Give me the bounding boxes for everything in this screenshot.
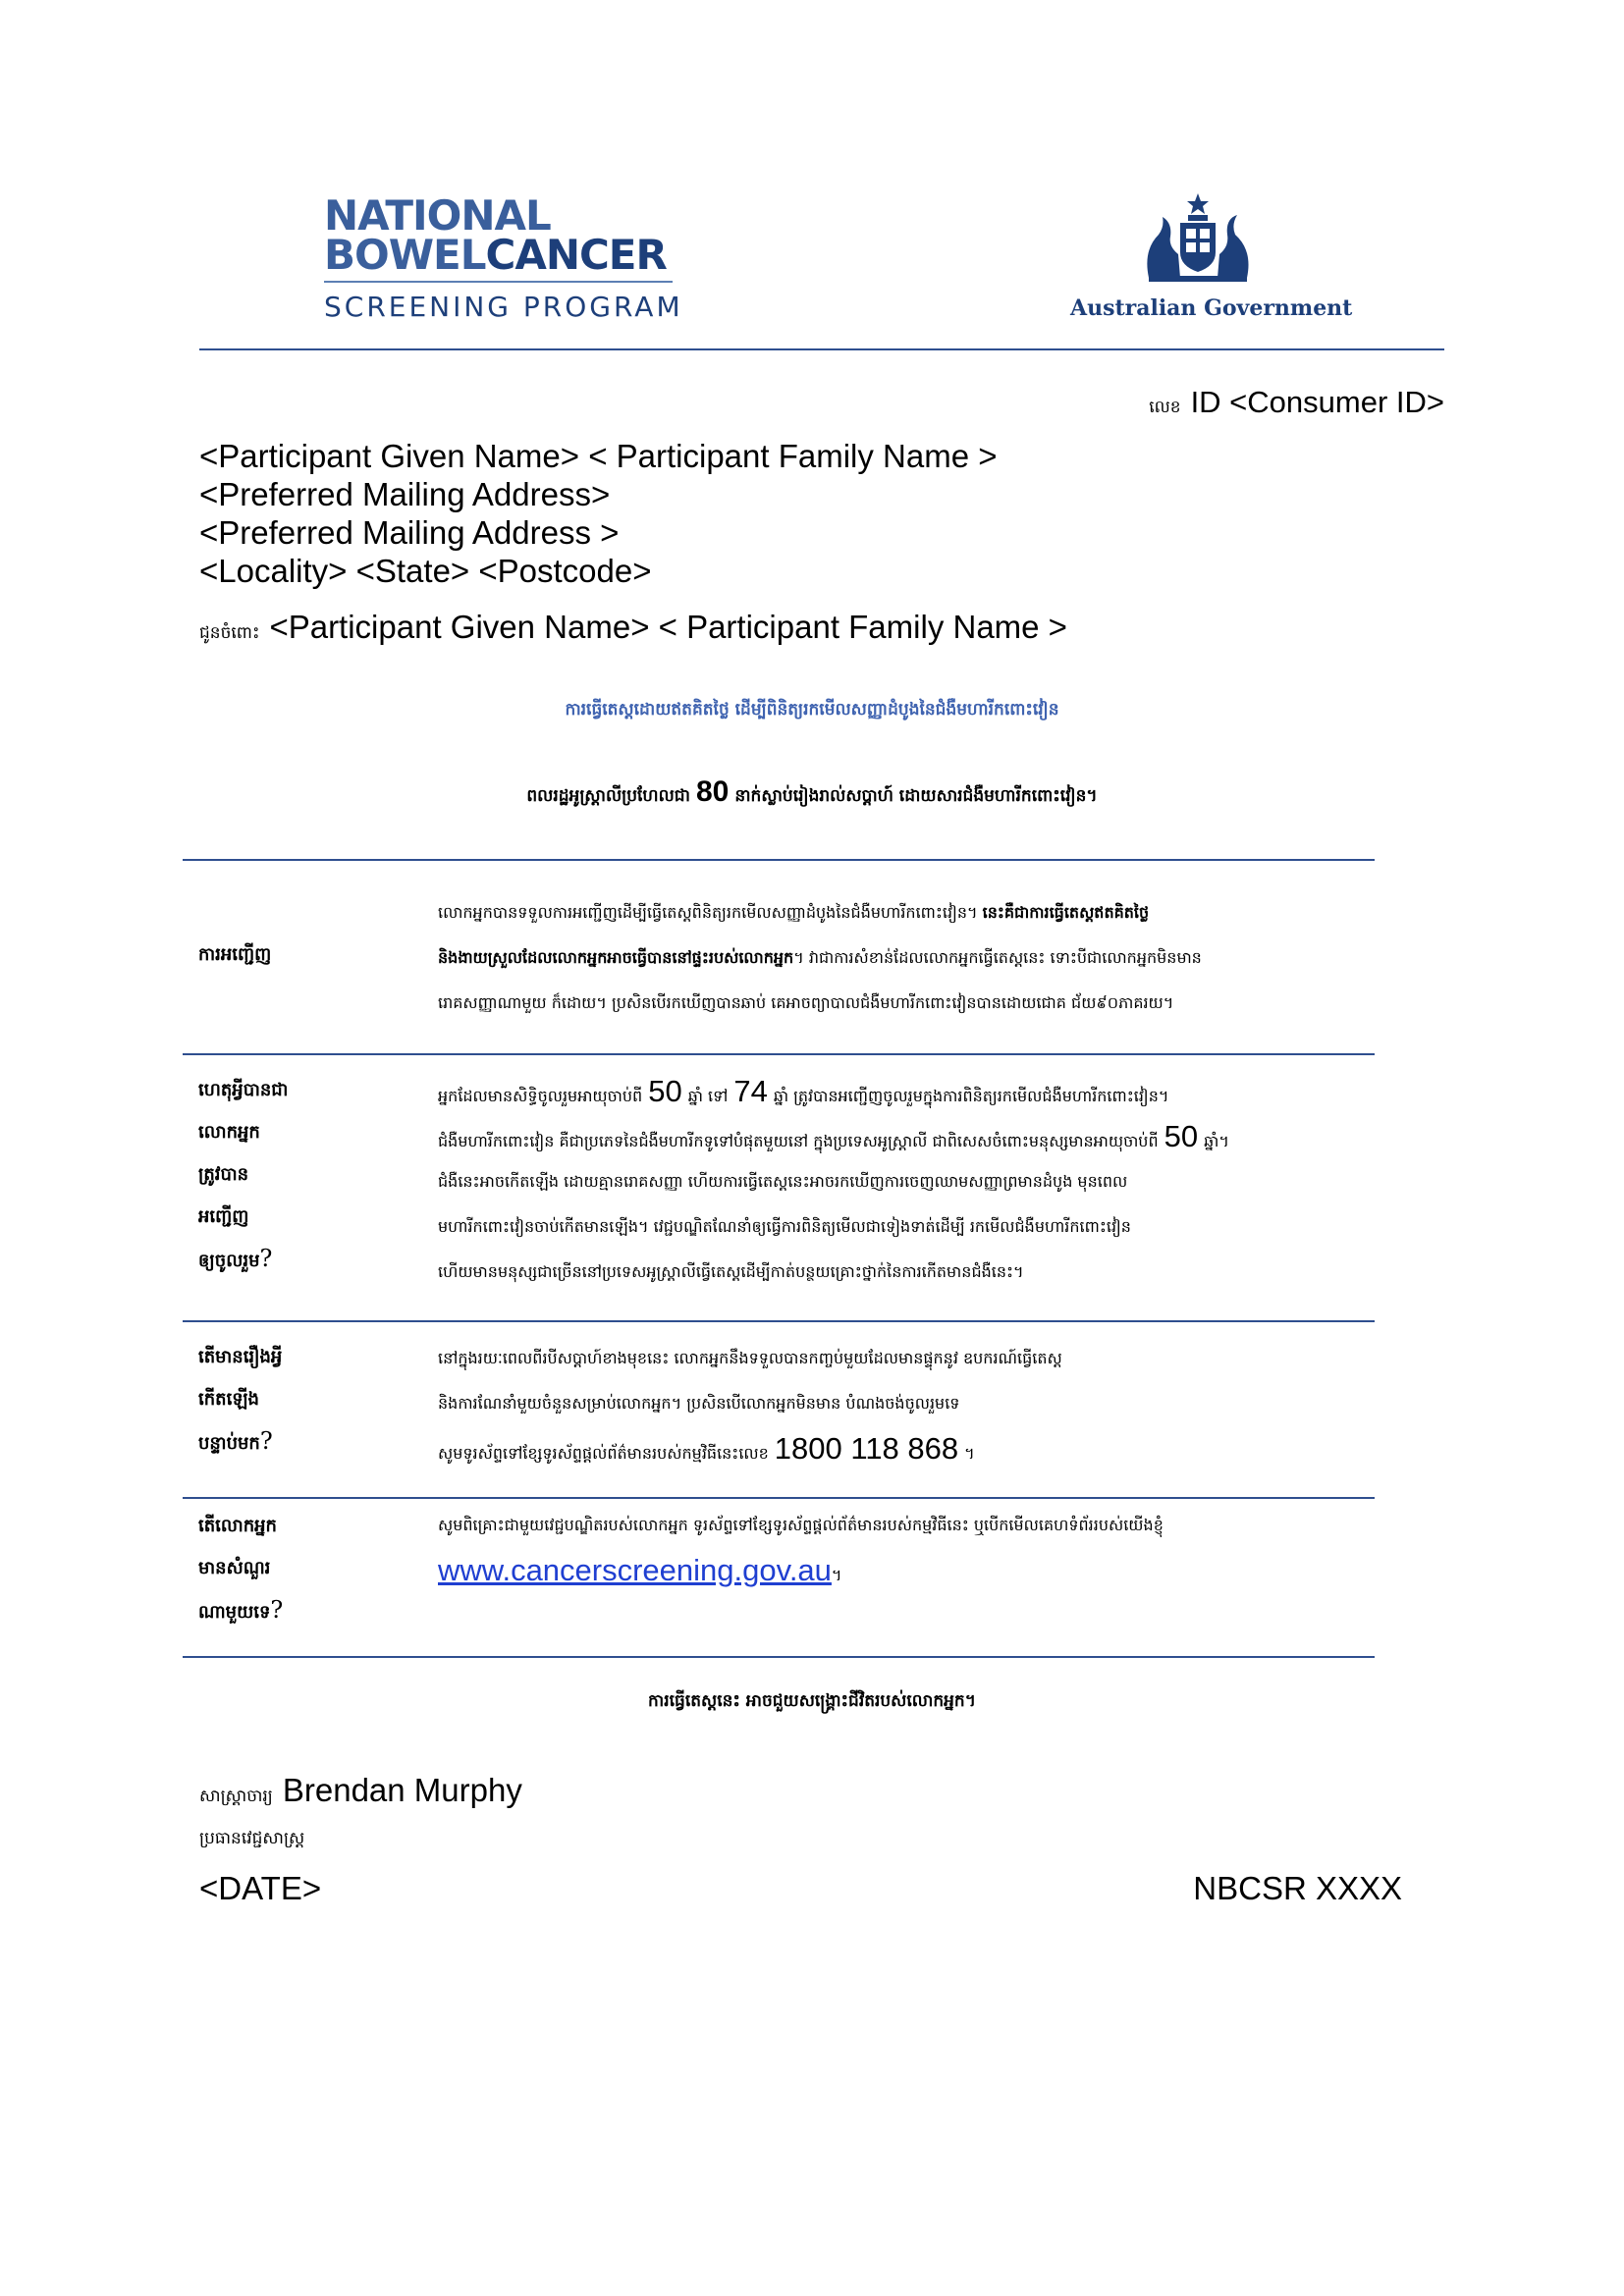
row-label-text: បន្ទាប់មក [198,1433,260,1454]
row-label [183,861,438,1053]
body-text: ។ វាជាការសំខាន់ដែលលោកអ្នកធ្វើតេស្តនេះ ទោះបីជាលោកអ្នកមិនមាន [793,948,1202,967]
row-label-line: តើលោកអ្នក [198,1516,277,1536]
body-line: ហើយមានមនុស្សជាច្រើននៅប្រទេសអូស្ត្រាលីធ្វើតេស្តដើម្បីកាត់បន្ថយគ្រោះថ្នាក់នៃការកើតមានជំងឺនេះ។ [438,1262,1024,1281]
row-label [183,1322,438,1497]
salutation-name: <Participant Given Name> < Participant Family Name > [269,609,1067,645]
body-line [438,890,1375,935]
row-label [183,1499,438,1656]
header-divider [199,348,1444,350]
body-line: និងការណែនាំមួយចំនួនសម្រាប់លោកអ្នក។ ប្រសិនបើលោកអ្នកមិនមាន បំណងចង់ចូលរួមទេ [438,1394,960,1413]
row-label-qmark: ? [259,1245,273,1272]
address-line: <Preferred Mailing Address > [199,514,620,551]
headline-number: 80 [695,775,730,808]
info-line-phone: 1800 118 868 [774,1431,959,1466]
letter-reference: NBCSR XXXX [1193,1870,1402,1906]
body-text: ឆ្នាំ ទៅ [687,1087,729,1105]
headline-after: នាក់ស្លាប់រៀងរាល់សប្តាហ៍ ដោយសារជំងឺមហារីកពោះវៀន។ [734,786,1098,806]
signature-prefix: សាស្ត្រាចារ្យ [199,1787,273,1806]
letter-headline [0,775,1624,810]
program-logo-line3: SCREENING PROGRAM [324,291,683,323]
footer-message: ការធ្វើតេស្តនេះ អាចជួយសង្គ្រោះជីវិតរបស់លោកអ្នក។ [648,1691,976,1711]
row-body [438,1055,1375,1320]
body-line [438,1114,1375,1159]
row-label-line [198,1589,438,1631]
age-from: 50 [648,1074,682,1108]
table-row-questions [183,1497,1375,1658]
age-risk: 50 [1164,1119,1199,1153]
info-table [183,859,1375,1658]
body-line: នៅក្នុងរយៈពេលពីរបីសប្តាហ៍ខាងមុខនេះ លោកអ្នកនឹងទទួលបានកញ្ចប់មួយដែលមានផ្ទុកនូវ ឧបករណ៍ធ្វើតេស្ត [438,1349,1062,1367]
coat-of-arms-icon [1129,191,1267,290]
body-line: រោគសញ្ញាណាមួយ ក៏ដោយ។ ប្រសិនបើរកឃើញបានឆាប់ គេអាចព្យាបាលជំងឺមហារីកពោះវៀនបានដោយជោគ ជ័យ៩០ភាគរយ។ [438,993,1174,1012]
salutation [199,609,1067,647]
row-label-line: ត្រូវបាន [198,1164,249,1185]
government-logo-text: Australian Government [1070,295,1353,321]
body-text: លោកអ្នកបានទទួលការអញ្ជើញដើម្បីធ្វើតេស្តពិនិត្យរកមើលសញ្ញាដំបូងនៃជំងឺមហារីកពោះវៀន។ [438,903,978,922]
row-body [438,1499,1375,1656]
row-label [183,1055,438,1320]
body-text: ជំងឺមហារីកពោះវៀន គឺជាប្រភេទនៃជំងឺមហារីកទូទៅបំផុតមួយនៅ ក្នុងប្រទេសអូស្ត្រាលី ជាពិសេសចំពោះមនុស្សមានអាយុចាប់ពី [438,1132,1159,1150]
table-row-invitation [183,859,1375,1053]
row-body [438,1322,1375,1497]
signature-title: ប្រធានវេជ្ជសាស្ត្រ [199,1829,305,1848]
salutation-prefix: ជូនចំពោះ [199,623,260,643]
body-text: អ្នកដែលមានសិទ្ធិចូលរួមអាយុចាប់ពី [438,1087,643,1105]
row-label-line [198,1420,438,1463]
program-logo [324,191,683,323]
letter-subject: ការធ្វើតេស្តដោយឥតគិតថ្លៃ ដើម្បីពិនិត្យរកមើលសញ្ញាដំបូងនៃជំងឺមហារីកពោះវៀន [565,700,1059,720]
table-row-what-next [183,1320,1375,1497]
row-label-line: ហេតុអ្វីបានជា [198,1080,289,1100]
table-row-why-invited [183,1053,1375,1320]
row-label-line: ការអញ្ជើញ [198,944,272,965]
headline-before: ពលរដ្ឋអូស្ត្រាលីប្រហែលជា [526,786,690,806]
row-label-text: ឲ្យចូលរួម [198,1251,260,1271]
body-text: ឆ្នាំ។ [1204,1132,1229,1150]
row-label-line: កើតឡើង [198,1389,259,1410]
consumer-id [1149,385,1444,421]
address-line: <Locality> <State> <Postcode> [199,553,652,589]
consumer-id-value: ID <Consumer ID> [1190,385,1444,419]
row-label-qmark: ? [270,1596,284,1624]
row-label-line: តើមានរឿងអ្វី [198,1347,283,1367]
body-line [438,1069,1375,1114]
government-logo [1070,191,1353,321]
program-logo-line2 [324,231,677,279]
body-line [438,1548,1375,1593]
row-label-line: មានសំណួរ [198,1558,271,1578]
letter-date: <DATE> [199,1870,322,1906]
signature [199,1772,522,1810]
body-text-bold: និងងាយស្រួលដែលលោកអ្នកអាចធ្វើបាននៅផ្ទះរបស់លោកអ្នក [438,948,794,967]
address-line: <Participant Given Name> < Participant Family Name > [199,438,998,474]
consumer-id-prefix: លេខ [1149,398,1181,417]
address-block [199,437,998,590]
row-body [438,861,1375,1053]
row-label-text: ណាមួយទេ [198,1602,271,1623]
body-line [438,1426,1375,1471]
program-logo-cancer: CANCER [485,231,667,279]
program-logo-line1: NATIONAL [324,191,551,240]
program-logo-rule [324,281,673,283]
body-text: ឆ្នាំ ត្រូវបានអញ្ជើញចូលរួមក្នុងការពិនិត្យរកមើលជំងឺមហារីកពោះវៀន។ [773,1087,1169,1105]
body-text: ។ [964,1444,975,1463]
body-line [438,935,1375,981]
row-label-qmark: ? [259,1427,273,1455]
body-text-bold: នេះគឺជាការធ្វើតេស្តឥតគិតថ្លៃ [982,903,1150,922]
row-label-line: អញ្ជើញ [198,1206,249,1227]
age-to: 74 [733,1074,768,1108]
row-label-line [198,1238,438,1280]
program-logo-bowel: BOWEL [324,231,486,279]
website-link[interactable]: www.cancerscreening.gov.au [438,1553,832,1587]
address-line: <Preferred Mailing Address> [199,476,611,512]
body-line: មហារីកពោះវៀនចាប់កើតមានឡើង។ វេជ្ជបណ្ឌិតណែនាំឲ្យធ្វើការពិនិត្យមើលជាទៀងទាត់ដើម្បី រកមើលជំងឺមហារីកពោះវៀន [438,1217,1131,1236]
body-text: ។ [831,1566,842,1584]
body-text: សូមទូរស័ព្ទទៅខ្សែទូរស័ព្ទផ្តល់ព័ត៌មានរបស់កម្មវិធីនេះលេខ [438,1444,769,1463]
body-line: សូមពិគ្រោះជាមួយវេជ្ជបណ្ឌិតរបស់លោកអ្នក ទូរស័ព្ទទៅខ្សែទូរស័ព្ទផ្តល់ព័ត៌មានរបស់កម្មវិធីនេះ ឬបើកមើលគេហទំព័ររបស់យើងខ្ញុំ [438,1516,1164,1534]
row-label-line: លោកអ្នក [198,1122,260,1143]
signature-name: Brendan Murphy [282,1772,522,1808]
body-line: ជំងឺនេះអាចកើតឡើង ដោយគ្មានរោគសញ្ញា ហើយការធ្វើតេស្តនេះអាចរកឃើញការចេញឈាមសញ្ញាព្រមានដំបូង មុនពេល [438,1172,1128,1191]
